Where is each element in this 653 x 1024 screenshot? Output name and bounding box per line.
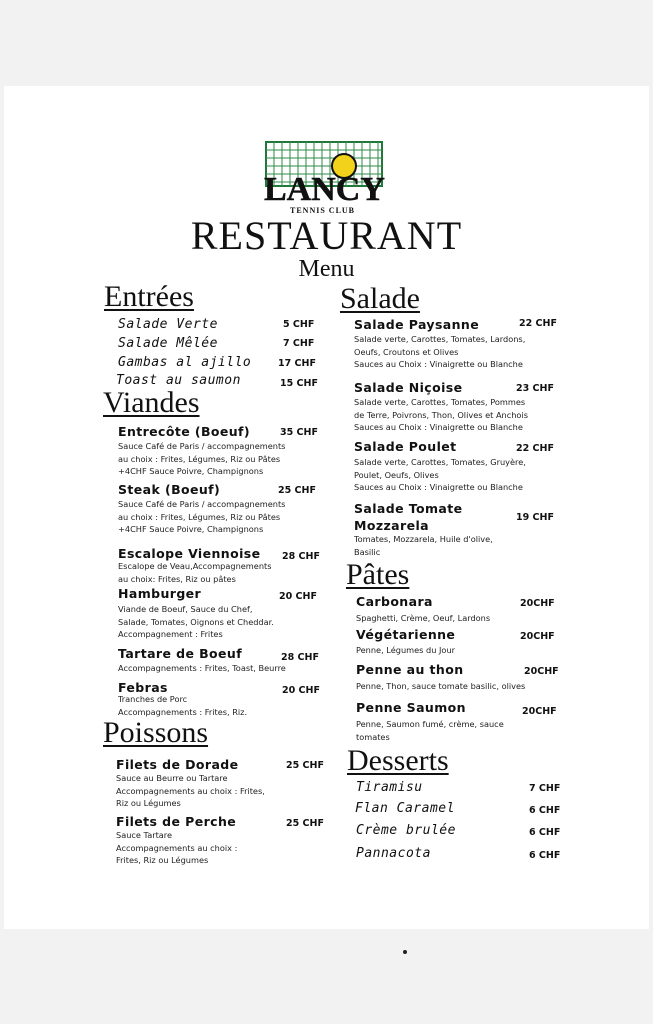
menu-item-name: Hamburger [118, 586, 202, 601]
menu-item-name: Steak (Boeuf) [118, 482, 221, 497]
menu-item-name: Gambas al ajillo [118, 355, 252, 370]
menu-item-name: Tiramisu [356, 780, 423, 795]
lancy-logo [260, 140, 386, 210]
menu-item-desc: Salade verte, Carottes, Tomates, Gruyère, Poulet, Oeufs, Olives Sauces au Choix : Vinaigrette ou Blanche [354, 457, 526, 492]
section-title-pates: Pâtes [346, 558, 410, 591]
menu-item-price: 22 CHF [519, 318, 557, 329]
menu-item-price: 17 CHF [278, 358, 316, 369]
menu-item-name: Salade Tomate [354, 501, 463, 516]
menu-item-price: 20 CHF [279, 591, 317, 602]
menu-item-price: 35 CHF [280, 427, 318, 438]
menu-item-desc: Tranches de Porc Accompagnements : Frites, Riz. [118, 694, 248, 717]
menu-item-name: Toast au saumon [116, 373, 241, 388]
menu-item-price: 28 CHF [281, 652, 319, 663]
menu-item-name: Escalope Viennoise [118, 546, 261, 561]
menu-item-price: 25 CHF [278, 485, 316, 496]
menu-item-name: Pannacota [356, 846, 431, 861]
menu-item-desc: Salade verte, Carottes, Tomates, Lardons, Oeufs, Croutons et Olives Sauces au Choix : Vinaigrette ou Blanche [354, 334, 526, 369]
menu-item-desc: Escalope de Veau,Accompagnements au choix: Frites, Riz ou pâtes [118, 561, 272, 584]
menu-item-price: 19 CHF [516, 512, 554, 523]
menu-item-name: Penne au thon [356, 662, 464, 677]
menu-item-desc: Penne, Thon, sauce tomate basilic, olives [356, 681, 526, 691]
menu-item-price: 6 CHF [529, 850, 561, 861]
menu-item-price: 7 CHF [283, 338, 315, 349]
page-subtitle: Menu [298, 256, 355, 282]
menu-item-price: 20CHF [522, 706, 557, 717]
menu-item-desc: Salade verte, Carottes, Tomates, Pommes de Terre, Poivrons, Thon, Olives et Anchois Sauces au Choix : Vinaigrette ou Blanche [354, 397, 528, 432]
menu-item-price: 20CHF [520, 598, 555, 609]
menu-item-price: 28 CHF [282, 551, 320, 562]
menu-item-desc: Penne, Légumes du Jour [356, 645, 455, 655]
section-title-viandes: Viandes [103, 386, 200, 419]
menu-item-price: 20CHF [520, 631, 555, 642]
logo-club-label: TENNIS CLUB [290, 206, 356, 215]
menu-item-name: Salade Verte [118, 317, 218, 332]
menu-item-price: 5 CHF [283, 319, 315, 330]
menu-item-name: Salade Niçoise [354, 380, 463, 395]
section-title-entrees: Entrées [104, 280, 194, 313]
menu-item-name: Salade Paysanne [354, 317, 480, 332]
menu-item-name: Carbonara [356, 594, 433, 609]
menu-item-desc: Viande de Boeuf, Sauce du Chef, Salade, Tomates, Oignons et Cheddar. Accompagnement : Frites [118, 604, 274, 639]
section-title-salade: Salade [340, 282, 420, 315]
menu-item-name: Végétarienne [356, 627, 456, 642]
menu-item-name: Penne Saumon [356, 700, 466, 715]
menu-item-name: Entrecôte (Boeuf) [118, 424, 251, 439]
menu-item-desc: Sauce Tartare Accompagnements au choix : Frites, Riz ou Légumes [116, 830, 238, 865]
menu-item-name: Crème brulée [356, 823, 456, 838]
page-indicator-dot [403, 950, 407, 954]
menu-item-desc: Penne, Saumon fumé, crème, sauce tomates [356, 719, 504, 742]
menu-item-price: 25 CHF [286, 760, 324, 771]
page-title: RESTAURANT [190, 213, 463, 258]
menu-item-price: 7 CHF [529, 783, 561, 794]
menu-item-desc: Sauce Café de Paris / accompagnements au choix : Frites, Légumes, Riz ou Pâtes +4CHF Sauce Poivre, Champignons [118, 499, 286, 534]
menu-item-name: Filets de Perche [116, 814, 237, 829]
menu-item-desc: Spaghetti, Crème, Oeuf, Lardons [356, 613, 491, 623]
menu-item-desc: Accompagnements : Frites, Toast, Beurre [118, 663, 286, 673]
menu-item-name: Filets de Dorade [116, 757, 239, 772]
section-title-poissons: Poissons [103, 716, 209, 749]
menu-item-price: 6 CHF [529, 805, 561, 816]
menu-item-price: 25 CHF [286, 818, 324, 829]
menu-item-name-line2: Mozzarela [354, 518, 429, 533]
menu-item-name: Flan Caramel [355, 801, 455, 816]
menu-item-price: 23 CHF [516, 383, 554, 394]
menu-item-price: 15 CHF [280, 378, 318, 389]
menu-item-price: 20CHF [524, 666, 559, 677]
menu-item-name: Salade Poulet [354, 439, 457, 454]
menu-item-desc: Tomates, Mozzarela, Huile d'olive, Basilic [354, 534, 493, 557]
section-title-desserts: Desserts [347, 744, 449, 777]
menu-item-desc: Sauce au Beurre ou Tartare Accompagnements au choix : Frites, Riz ou Légumes [116, 773, 265, 808]
menu-item-price: 22 CHF [516, 443, 554, 454]
menu-item-desc: Sauce Café de Paris / accompagnements au choix : Frites, Légumes, Riz ou Pâtes +4CHF Sauce Poivre, Champignons [118, 441, 286, 476]
logo-text: LANCY [264, 171, 385, 208]
menu-item-name: Febras [118, 680, 168, 695]
menu-item-name: Tartare de Boeuf [118, 646, 243, 661]
menu-item-price: 20 CHF [282, 685, 320, 696]
menu-item-price: 6 CHF [529, 827, 561, 838]
menu-item-name: Salade Mêlée [118, 336, 218, 351]
